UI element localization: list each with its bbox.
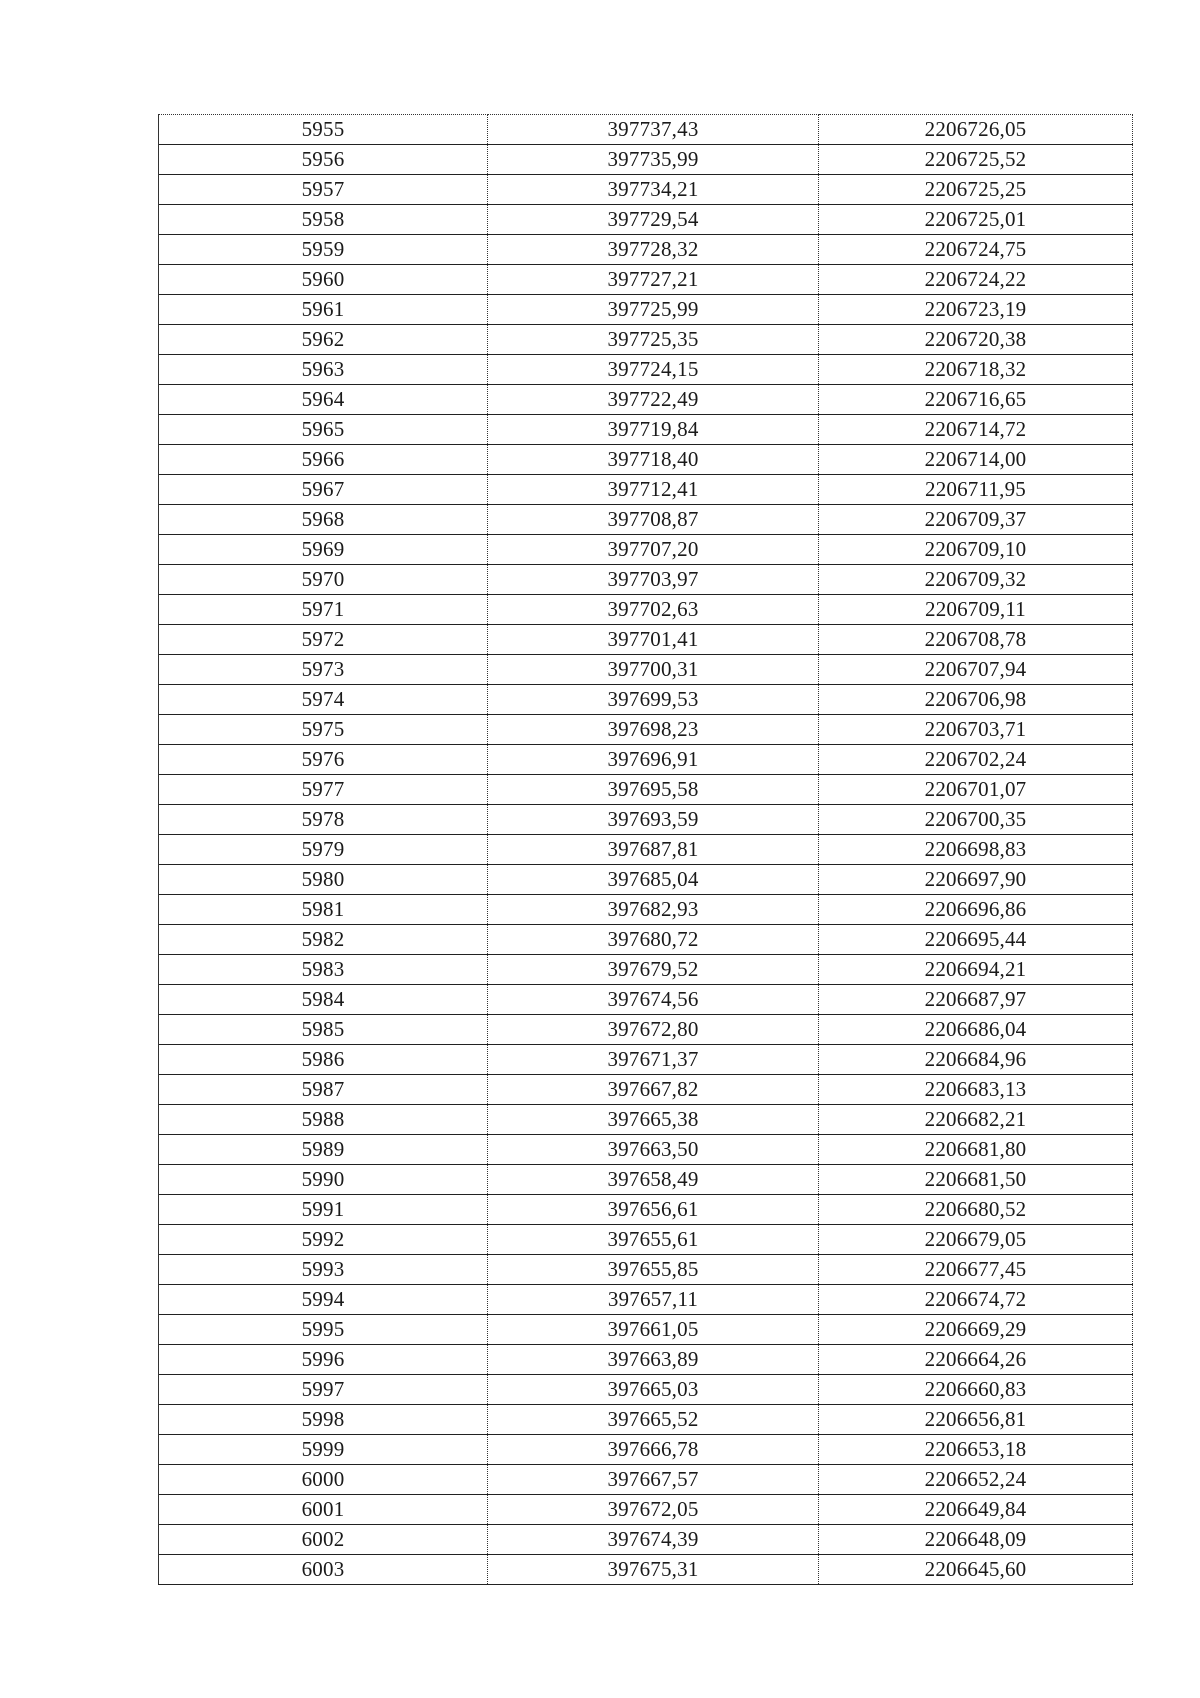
- y-coordinate-cell: 2206652,24: [819, 1465, 1133, 1495]
- table-row: [159, 1345, 1133, 1375]
- y-coordinate-cell: 2206709,11: [819, 595, 1133, 625]
- point-number-cell: 5990: [159, 1165, 488, 1195]
- y-coordinate-cell: 2206702,24: [819, 745, 1133, 775]
- y-coordinate-cell: 2206714,72: [819, 415, 1133, 445]
- table-row: [159, 445, 1133, 475]
- table-row: [159, 265, 1133, 295]
- point-number-cell: 5963: [159, 355, 488, 385]
- y-coordinate-cell: 2206664,26: [819, 1345, 1133, 1375]
- x-coordinate-cell: 397707,20: [488, 535, 819, 565]
- x-coordinate-cell: 397665,38: [488, 1105, 819, 1135]
- point-number-cell: 5985: [159, 1015, 488, 1045]
- point-number-cell: 5989: [159, 1135, 488, 1165]
- x-coordinate-cell: 397737,43: [488, 115, 819, 145]
- y-coordinate-cell: 2206653,18: [819, 1435, 1133, 1465]
- y-coordinate-cell: 2206696,86: [819, 895, 1133, 925]
- table-row: [159, 1045, 1133, 1075]
- x-coordinate-cell: 397718,40: [488, 445, 819, 475]
- table-row: [159, 535, 1133, 565]
- table-row: [159, 1015, 1133, 1045]
- point-number-cell: 5957: [159, 175, 488, 205]
- table-row: [159, 1315, 1133, 1345]
- point-number-cell: 6000: [159, 1465, 488, 1495]
- point-number-cell: 5961: [159, 295, 488, 325]
- point-number-cell: 5998: [159, 1405, 488, 1435]
- y-coordinate-cell: 2206716,65: [819, 385, 1133, 415]
- point-number-cell: 5962: [159, 325, 488, 355]
- table-row: [159, 1555, 1133, 1585]
- y-coordinate-cell: 2206649,84: [819, 1495, 1133, 1525]
- x-coordinate-cell: 397729,54: [488, 205, 819, 235]
- table-row: [159, 1075, 1133, 1105]
- point-number-cell: 5975: [159, 715, 488, 745]
- table-row: [159, 955, 1133, 985]
- x-coordinate-cell: 397658,49: [488, 1165, 819, 1195]
- x-coordinate-cell: 397665,03: [488, 1375, 819, 1405]
- table-row: [159, 895, 1133, 925]
- point-number-cell: 5993: [159, 1255, 488, 1285]
- x-coordinate-cell: 397672,80: [488, 1015, 819, 1045]
- x-coordinate-cell: 397667,57: [488, 1465, 819, 1495]
- point-number-cell: 5987: [159, 1075, 488, 1105]
- point-number-cell: 5997: [159, 1375, 488, 1405]
- table-row: [159, 505, 1133, 535]
- point-number-cell: 5980: [159, 865, 488, 895]
- y-coordinate-cell: 2206700,35: [819, 805, 1133, 835]
- point-number-cell: 5981: [159, 895, 488, 925]
- point-number-cell: 6002: [159, 1525, 488, 1555]
- table-row: [159, 1135, 1133, 1165]
- x-coordinate-cell: 397722,49: [488, 385, 819, 415]
- x-coordinate-cell: 397696,91: [488, 745, 819, 775]
- y-coordinate-cell: 2206698,83: [819, 835, 1133, 865]
- y-coordinate-cell: 2206687,97: [819, 985, 1133, 1015]
- point-number-cell: 5973: [159, 655, 488, 685]
- y-coordinate-cell: 2206683,13: [819, 1075, 1133, 1105]
- y-coordinate-cell: 2206684,96: [819, 1045, 1133, 1075]
- x-coordinate-cell: 397698,23: [488, 715, 819, 745]
- x-coordinate-cell: 397680,72: [488, 925, 819, 955]
- point-number-cell: 5976: [159, 745, 488, 775]
- table-row: [159, 1375, 1133, 1405]
- x-coordinate-cell: 397702,63: [488, 595, 819, 625]
- x-coordinate-cell: 397674,39: [488, 1525, 819, 1555]
- y-coordinate-cell: 2206725,52: [819, 145, 1133, 175]
- y-coordinate-cell: 2206709,37: [819, 505, 1133, 535]
- y-coordinate-cell: 2206725,25: [819, 175, 1133, 205]
- y-coordinate-cell: 2206648,09: [819, 1525, 1133, 1555]
- x-coordinate-cell: 397679,52: [488, 955, 819, 985]
- x-coordinate-cell: 397675,31: [488, 1555, 819, 1585]
- y-coordinate-cell: 2206645,60: [819, 1555, 1133, 1585]
- x-coordinate-cell: 397656,61: [488, 1195, 819, 1225]
- point-number-cell: 5988: [159, 1105, 488, 1135]
- y-coordinate-cell: 2206674,72: [819, 1285, 1133, 1315]
- y-coordinate-cell: 2206714,00: [819, 445, 1133, 475]
- point-number-cell: 5979: [159, 835, 488, 865]
- x-coordinate-cell: 397734,21: [488, 175, 819, 205]
- point-number-cell: 5956: [159, 145, 488, 175]
- table-row: [159, 805, 1133, 835]
- table-row: [159, 235, 1133, 265]
- x-coordinate-cell: 397667,82: [488, 1075, 819, 1105]
- table-row: [159, 1105, 1133, 1135]
- point-number-cell: 5964: [159, 385, 488, 415]
- y-coordinate-cell: 2206656,81: [819, 1405, 1133, 1435]
- table-row: [159, 325, 1133, 355]
- x-coordinate-cell: 397665,52: [488, 1405, 819, 1435]
- table-row: [159, 1165, 1133, 1195]
- coordinates-table-body: [159, 115, 1133, 1585]
- table-row: [159, 415, 1133, 445]
- table-row: [159, 715, 1133, 745]
- y-coordinate-cell: 2206660,83: [819, 1375, 1133, 1405]
- x-coordinate-cell: 397666,78: [488, 1435, 819, 1465]
- y-coordinate-cell: 2206724,75: [819, 235, 1133, 265]
- x-coordinate-cell: 397703,97: [488, 565, 819, 595]
- point-number-cell: 5958: [159, 205, 488, 235]
- table-row: [159, 205, 1133, 235]
- y-coordinate-cell: 2206711,95: [819, 475, 1133, 505]
- table-row: [159, 625, 1133, 655]
- point-number-cell: 5968: [159, 505, 488, 535]
- x-coordinate-cell: 397655,85: [488, 1255, 819, 1285]
- x-coordinate-cell: 397701,41: [488, 625, 819, 655]
- y-coordinate-cell: 2206677,45: [819, 1255, 1133, 1285]
- x-coordinate-cell: 397693,59: [488, 805, 819, 835]
- y-coordinate-cell: 2206725,01: [819, 205, 1133, 235]
- x-coordinate-cell: 397700,31: [488, 655, 819, 685]
- x-coordinate-cell: 397719,84: [488, 415, 819, 445]
- table-row: [159, 1405, 1133, 1435]
- table-row: [159, 865, 1133, 895]
- point-number-cell: 5955: [159, 115, 488, 145]
- y-coordinate-cell: 2206686,04: [819, 1015, 1133, 1045]
- point-number-cell: 5970: [159, 565, 488, 595]
- point-number-cell: 5972: [159, 625, 488, 655]
- point-number-cell: 5977: [159, 775, 488, 805]
- point-number-cell: 5959: [159, 235, 488, 265]
- x-coordinate-cell: 397695,58: [488, 775, 819, 805]
- x-coordinate-cell: 397735,99: [488, 145, 819, 175]
- x-coordinate-cell: 397725,99: [488, 295, 819, 325]
- table-row: [159, 1495, 1133, 1525]
- y-coordinate-cell: 2206701,07: [819, 775, 1133, 805]
- table-row: [159, 115, 1133, 145]
- table-row: [159, 655, 1133, 685]
- point-number-cell: 5966: [159, 445, 488, 475]
- x-coordinate-cell: 397682,93: [488, 895, 819, 925]
- point-number-cell: 5991: [159, 1195, 488, 1225]
- y-coordinate-cell: 2206708,78: [819, 625, 1133, 655]
- y-coordinate-cell: 2206681,80: [819, 1135, 1133, 1165]
- x-coordinate-cell: 397685,04: [488, 865, 819, 895]
- point-number-cell: 5978: [159, 805, 488, 835]
- y-coordinate-cell: 2206720,38: [819, 325, 1133, 355]
- y-coordinate-cell: 2206679,05: [819, 1225, 1133, 1255]
- point-number-cell: 5996: [159, 1345, 488, 1375]
- x-coordinate-cell: 397672,05: [488, 1495, 819, 1525]
- x-coordinate-cell: 397671,37: [488, 1045, 819, 1075]
- table-row: [159, 1255, 1133, 1285]
- point-number-cell: 5984: [159, 985, 488, 1015]
- y-coordinate-cell: 2206682,21: [819, 1105, 1133, 1135]
- point-number-cell: 5982: [159, 925, 488, 955]
- table-row: [159, 385, 1133, 415]
- y-coordinate-cell: 2206669,29: [819, 1315, 1133, 1345]
- point-number-cell: 5974: [159, 685, 488, 715]
- y-coordinate-cell: 2206718,32: [819, 355, 1133, 385]
- point-number-cell: 5983: [159, 955, 488, 985]
- table-row: [159, 1435, 1133, 1465]
- x-coordinate-cell: 397708,87: [488, 505, 819, 535]
- point-number-cell: 5994: [159, 1285, 488, 1315]
- y-coordinate-cell: 2206707,94: [819, 655, 1133, 685]
- table-row: [159, 1525, 1133, 1555]
- x-coordinate-cell: 397674,56: [488, 985, 819, 1015]
- table-row: [159, 475, 1133, 505]
- coordinates-table: [158, 114, 1133, 1585]
- y-coordinate-cell: 2206726,05: [819, 115, 1133, 145]
- y-coordinate-cell: 2206703,71: [819, 715, 1133, 745]
- table-row: [159, 1285, 1133, 1315]
- table-row: [159, 775, 1133, 805]
- x-coordinate-cell: 397724,15: [488, 355, 819, 385]
- y-coordinate-cell: 2206694,21: [819, 955, 1133, 985]
- x-coordinate-cell: 397657,11: [488, 1285, 819, 1315]
- table-row: [159, 175, 1133, 205]
- point-number-cell: 6003: [159, 1555, 488, 1585]
- x-coordinate-cell: 397727,21: [488, 265, 819, 295]
- y-coordinate-cell: 2206695,44: [819, 925, 1133, 955]
- x-coordinate-cell: 397663,89: [488, 1345, 819, 1375]
- x-coordinate-cell: 397687,81: [488, 835, 819, 865]
- x-coordinate-cell: 397663,50: [488, 1135, 819, 1165]
- y-coordinate-cell: 2206680,52: [819, 1195, 1133, 1225]
- table-row: [159, 355, 1133, 385]
- table-row: [159, 565, 1133, 595]
- point-number-cell: 5960: [159, 265, 488, 295]
- table-row: [159, 145, 1133, 175]
- x-coordinate-cell: 397655,61: [488, 1225, 819, 1255]
- y-coordinate-cell: 2206709,10: [819, 535, 1133, 565]
- table-row: [159, 295, 1133, 325]
- point-number-cell: 5986: [159, 1045, 488, 1075]
- table-row: [159, 1225, 1133, 1255]
- y-coordinate-cell: 2206681,50: [819, 1165, 1133, 1195]
- table-row: [159, 745, 1133, 775]
- point-number-cell: 5999: [159, 1435, 488, 1465]
- y-coordinate-cell: 2206724,22: [819, 265, 1133, 295]
- table-row: [159, 835, 1133, 865]
- point-number-cell: 5995: [159, 1315, 488, 1345]
- point-number-cell: 6001: [159, 1495, 488, 1525]
- point-number-cell: 5971: [159, 595, 488, 625]
- x-coordinate-cell: 397728,32: [488, 235, 819, 265]
- table-row: [159, 1465, 1133, 1495]
- table-row: [159, 595, 1133, 625]
- table-row: [159, 925, 1133, 955]
- x-coordinate-cell: 397661,05: [488, 1315, 819, 1345]
- x-coordinate-cell: 397699,53: [488, 685, 819, 715]
- x-coordinate-cell: 397725,35: [488, 325, 819, 355]
- point-number-cell: 5967: [159, 475, 488, 505]
- y-coordinate-cell: 2206723,19: [819, 295, 1133, 325]
- table-row: [159, 1195, 1133, 1225]
- point-number-cell: 5969: [159, 535, 488, 565]
- table-row: [159, 685, 1133, 715]
- point-number-cell: 5992: [159, 1225, 488, 1255]
- table-row: [159, 985, 1133, 1015]
- point-number-cell: 5965: [159, 415, 488, 445]
- y-coordinate-cell: 2206709,32: [819, 565, 1133, 595]
- y-coordinate-cell: 2206697,90: [819, 865, 1133, 895]
- x-coordinate-cell: 397712,41: [488, 475, 819, 505]
- y-coordinate-cell: 2206706,98: [819, 685, 1133, 715]
